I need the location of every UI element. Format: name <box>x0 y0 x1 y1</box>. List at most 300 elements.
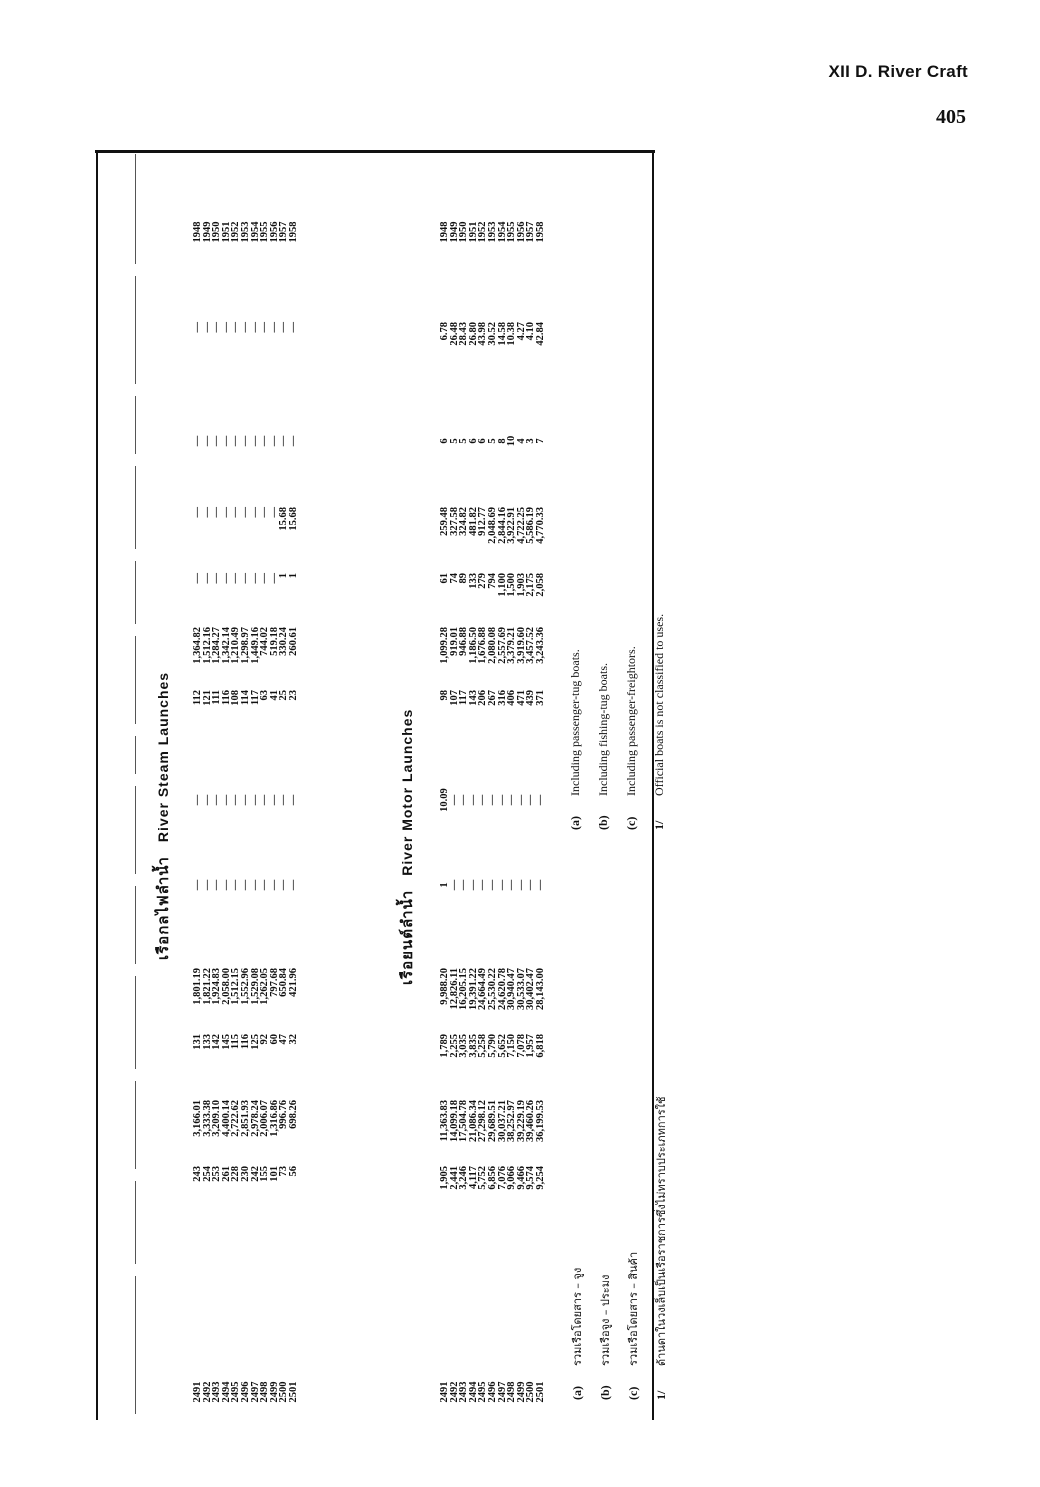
footnote-marker: 1/ <box>654 1390 668 1400</box>
table-cell: 2491 <box>439 1381 450 1403</box>
table-cell: 3,333.38 <box>201 1100 213 1137</box>
table-cell: — <box>259 322 271 333</box>
table-cell: 2500 <box>525 1381 537 1403</box>
table-cell: 371 <box>534 690 546 706</box>
table-cell: 21,086.34 <box>467 1100 479 1142</box>
table-cell: 1954 <box>496 221 508 243</box>
table-cell: 2,441 <box>448 1166 460 1190</box>
footnote-marker: (b) <box>596 815 610 830</box>
table-cell: 206 <box>477 690 489 706</box>
table-cell: 1 <box>287 573 299 579</box>
table-cell: 2,048.69 <box>486 507 498 544</box>
table-cell: — <box>278 794 290 806</box>
table-cell: 111 <box>211 690 223 705</box>
table-cell: 2,255 <box>448 1034 460 1058</box>
table-cell: 23 <box>287 690 299 701</box>
table-cell: 912.77 <box>477 507 489 536</box>
table-cell: 47 <box>278 1034 290 1045</box>
header-rule-6 <box>135 736 136 774</box>
table-cell: 1952 <box>230 221 242 243</box>
table-cell: 61 <box>439 573 450 584</box>
table-cell: 1 <box>439 882 450 888</box>
table-cell: 2,080.08 <box>486 627 498 664</box>
table-cell: — <box>506 794 518 806</box>
table-cell: 28,143.00 <box>534 968 546 1010</box>
table-cell: — <box>192 322 203 333</box>
table-cell: 1948 <box>439 221 450 243</box>
table-cell: 16,205.15 <box>458 968 470 1010</box>
table-cell: — <box>525 879 537 891</box>
table-cell: 1,512.15 <box>230 968 242 1005</box>
footnote-text: Including fishing-tug boats. <box>596 663 610 796</box>
table-cell: 260.61 <box>287 627 299 656</box>
motor-column-gy <box>440 214 546 250</box>
table-cell: — <box>278 435 290 447</box>
table-cell: 1,449.16 <box>249 627 261 664</box>
table-cell: 73 <box>278 1166 290 1177</box>
table-cell: 1,924.83 <box>211 968 223 1005</box>
table-cell: — <box>211 879 223 891</box>
table-cell: — <box>230 879 242 891</box>
table-cell: 1949 <box>201 221 213 243</box>
table-cell: 2492 <box>448 1381 460 1403</box>
table-cell: 254 <box>201 1166 213 1182</box>
table-cell: 4,117 <box>467 1166 479 1190</box>
steam-column-c11 <box>193 427 299 455</box>
table-cell: 1955 <box>259 221 271 243</box>
table-cell: 3,243.36 <box>534 627 546 664</box>
table-cell: 1951 <box>467 221 479 243</box>
motor-column-c11 <box>440 427 546 455</box>
table-cell: 1,552.96 <box>239 968 251 1005</box>
table-cell: 17,504.78 <box>458 1100 470 1142</box>
table-cell: 2495 <box>477 1381 489 1403</box>
table-cell: 1,210.49 <box>230 627 242 664</box>
table-cell: 946.88 <box>458 627 470 656</box>
table-cell: — <box>486 879 498 891</box>
table-cell: 38,252.97 <box>506 1100 518 1142</box>
header-rule-9 <box>135 466 136 549</box>
table-cell: 2,978.24 <box>249 1100 261 1137</box>
table-cell: 2,058 <box>534 573 546 597</box>
table-cell: — <box>259 573 271 584</box>
footnote-english <box>568 649 583 830</box>
table-cell: — <box>211 794 223 806</box>
header-rule-11 <box>135 276 136 384</box>
steam-column-by <box>193 1374 299 1410</box>
steam-column-c8 <box>193 627 299 685</box>
steam-column-c4 <box>193 968 299 1030</box>
header-rule-1 <box>135 1181 136 1264</box>
table-cell: 116 <box>220 690 232 706</box>
footnote-text: ด้านดาในวงเล็บเป็นเรือราชการซึ่งไม่ทราบประเภทการใช้ <box>655 1096 668 1366</box>
table-cell: 1956 <box>515 221 527 243</box>
table-cell: 9,254 <box>534 1166 546 1190</box>
table-cell: 439 <box>525 690 537 706</box>
motor-section-title <box>395 709 419 985</box>
table-cell: 2498 <box>506 1381 518 1403</box>
table-cell: 1,298.97 <box>239 627 251 664</box>
table-cell: 7,076 <box>496 1166 508 1190</box>
table-cell: 2496 <box>486 1381 498 1403</box>
table-cell: — <box>201 435 213 447</box>
table-cell: 5,752 <box>477 1166 489 1190</box>
table-cell: 63 <box>259 690 271 701</box>
motor-column-c7 <box>440 690 546 720</box>
table-cell: 108 <box>230 690 242 706</box>
table-cell: — <box>239 879 251 891</box>
table-cell: 42.84 <box>534 322 546 346</box>
table-cell: 1,100 <box>496 573 508 597</box>
table-cell: — <box>230 573 242 584</box>
table-cell: 330.24 <box>278 627 290 656</box>
table-cell: 10.38 <box>506 322 518 346</box>
motor-column-c6 <box>440 780 546 820</box>
table-cell: — <box>230 322 242 333</box>
table-cell: 133 <box>201 1034 213 1050</box>
table-cell: — <box>201 573 213 584</box>
table-cell: 421.96 <box>287 968 299 997</box>
table-cell: 30.52 <box>486 322 498 346</box>
table-cell: 1,500 <box>506 573 518 597</box>
footnote-marker: (a) <box>568 816 582 830</box>
table-cell: 1949 <box>448 221 460 243</box>
header-rule-4 <box>135 886 136 964</box>
table-cell: — <box>278 322 290 333</box>
table-cell: 2491 <box>192 1381 203 1403</box>
table-cell: 259.48 <box>439 507 450 536</box>
table-cell: 9,066 <box>506 1166 518 1190</box>
table-cell: — <box>249 794 261 806</box>
table-cell: 25 <box>278 690 290 701</box>
table-cell: — <box>278 879 290 891</box>
table-cell: 131 <box>192 1034 203 1050</box>
table-cell: — <box>192 794 203 806</box>
table-cell: — <box>477 879 489 891</box>
table-cell: 996.76 <box>278 1100 290 1129</box>
table-cell: 27,298.12 <box>477 1100 489 1142</box>
table-cell: 36,199.53 <box>534 1100 546 1142</box>
table-cell: 2494 <box>467 1381 479 1403</box>
table-cell: 1950 <box>458 221 470 243</box>
table-cell: 5,790 <box>486 1034 498 1058</box>
table-cell: 1958 <box>534 221 546 243</box>
table-cell: — <box>458 794 470 806</box>
table-cell: 650.84 <box>278 968 290 997</box>
table-cell: — <box>249 322 261 333</box>
table-cell: — <box>534 879 546 891</box>
table-cell: 243 <box>192 1166 203 1182</box>
table-cell: 117 <box>458 690 470 706</box>
table-cell: 9,988.20 <box>439 968 450 1005</box>
table-cell: 1951 <box>220 221 232 243</box>
table-cell: 1,342.14 <box>220 627 232 664</box>
table-cell: 324.82 <box>458 507 470 536</box>
table-cell: 117 <box>249 690 261 706</box>
table-cell: 5,586.19 <box>525 507 537 544</box>
table-cell: 1,957 <box>525 1034 537 1058</box>
table-cell: 9,466 <box>515 1166 527 1190</box>
table-cell: 60 <box>268 1034 280 1045</box>
table-cell: 698.26 <box>287 1100 299 1129</box>
table-cell: 3,379.21 <box>506 627 518 664</box>
steam-section-title <box>151 672 175 960</box>
table-cell: — <box>458 879 470 891</box>
table-cell: 2497 <box>496 1381 508 1403</box>
table-cell: 242 <box>249 1166 261 1182</box>
table-cell: 1953 <box>239 221 251 243</box>
table-cell: 24,664.49 <box>477 968 489 1010</box>
table-cell: 230 <box>239 1166 251 1182</box>
table-cell: 116 <box>239 1034 251 1050</box>
table-cell: 794 <box>486 573 498 589</box>
table-cell: 14.58 <box>496 322 508 346</box>
table-cell: 3,166.01 <box>192 1100 203 1137</box>
table-cell: 24,620.78 <box>496 968 508 1010</box>
footnote-marker: 1/ <box>652 820 666 830</box>
table-cell: 2492 <box>201 1381 213 1403</box>
table-cell: 56 <box>287 1166 299 1177</box>
table-cell: 2495 <box>230 1381 242 1403</box>
table-cell: 15.68 <box>278 507 290 531</box>
table-cell: 4,400.14 <box>220 1100 232 1137</box>
table-cell: 1953 <box>486 221 498 243</box>
table-cell: — <box>496 879 508 891</box>
table-cell: 406 <box>506 690 518 706</box>
table-cell: — <box>506 879 518 891</box>
header-rule-2 <box>135 1081 136 1169</box>
table-cell: 2,851.93 <box>239 1100 251 1137</box>
table-cell: — <box>268 794 280 806</box>
motor-column-c3 <box>440 1034 546 1070</box>
table-cell: 4.27 <box>515 322 527 341</box>
table-cell: — <box>220 879 232 891</box>
table-cell: 6 <box>477 438 489 444</box>
table-cell: 2,058.00 <box>220 968 232 1005</box>
table-cell: 89 <box>458 573 470 584</box>
table-cell: 15.68 <box>287 507 299 531</box>
table-cell: 3,035 <box>458 1034 470 1058</box>
table-cell: 2497 <box>249 1381 261 1403</box>
table-cell: — <box>230 435 242 447</box>
table-cell: 3,835 <box>467 1034 479 1058</box>
table-cell: 7,078 <box>515 1034 527 1058</box>
table-cell: 1,099.28 <box>439 627 450 664</box>
table-cell: 316 <box>496 690 508 706</box>
table-cell: 107 <box>448 690 460 706</box>
table-cell: 919.01 <box>448 627 460 656</box>
table-cell: 7 <box>534 438 546 444</box>
table-cell: 267 <box>486 690 498 706</box>
footnote-marker: (c) <box>624 816 638 830</box>
steam-column-c2 <box>193 1100 299 1162</box>
table-cell: — <box>201 879 213 891</box>
table-cell: — <box>192 507 203 518</box>
table-cell: 2494 <box>220 1381 232 1403</box>
table-cell: 2,557.69 <box>496 627 508 664</box>
table-cell: 5,652 <box>496 1034 508 1058</box>
footnote-marker: (c) <box>626 1386 640 1400</box>
table-cell: — <box>249 507 261 518</box>
table-cell: — <box>249 573 261 584</box>
table-cell: 114 <box>239 690 251 706</box>
table-cell: 6 <box>439 438 450 444</box>
footnote-english <box>652 614 667 830</box>
table-cell: — <box>220 435 232 447</box>
steam-title-english: River Steam Launches <box>155 671 171 843</box>
footnote-text: รวมเรือจูง – ประมง <box>599 1274 612 1366</box>
steam-column-c9 <box>193 573 299 605</box>
motor-title-english: River Motor Launches <box>399 708 415 876</box>
table-cell: 2500 <box>278 1381 290 1403</box>
header-rule-12 <box>135 154 136 264</box>
table-cell: — <box>268 435 280 447</box>
table-cell: — <box>268 507 280 518</box>
table-cell: 28.43 <box>458 322 470 346</box>
footnote-thai <box>652 1097 670 1401</box>
table-cell: 30,940.47 <box>506 968 518 1010</box>
motor-title-thai: เรือยนต์ลำน้ำ <box>398 889 416 985</box>
table-cell: 1 <box>278 573 290 579</box>
table-cell: 744.02 <box>259 627 271 656</box>
footnote-english <box>624 646 639 830</box>
header-rule-3 <box>135 976 136 1069</box>
footnote-text: รวมเรือโดยสาร – จูง <box>571 1267 584 1366</box>
table-cell: 2,844.16 <box>496 507 508 544</box>
table-cell: 1957 <box>278 221 290 243</box>
table-cell: — <box>211 322 223 333</box>
table-cell: 2498 <box>259 1381 271 1403</box>
table-cell: 2,175 <box>525 573 537 597</box>
table-cell: — <box>239 435 251 447</box>
table-cell: 133 <box>467 573 479 589</box>
table-cell: 1954 <box>249 221 261 243</box>
table-cell: 3,919.60 <box>515 627 527 664</box>
table-cell: 25,530.22 <box>486 968 498 1010</box>
table-cell: 101 <box>268 1166 280 1182</box>
table-cell: 2501 <box>287 1381 299 1403</box>
motor-column-c4 <box>440 968 546 1030</box>
table-cell: 481.82 <box>467 507 479 536</box>
footnote-marker: (b) <box>598 1385 612 1400</box>
motor-column-c1 <box>440 1166 546 1202</box>
table-cell: 1,676.88 <box>477 627 489 664</box>
motor-column-c12 <box>440 322 546 370</box>
table-cell: — <box>259 879 271 891</box>
table-cell: 2501 <box>534 1381 546 1403</box>
header-rule-10 <box>135 396 136 454</box>
table-cell: — <box>249 435 261 447</box>
table-cell: 98 <box>439 690 450 701</box>
statistics-table <box>95 150 668 1420</box>
table-rule-right <box>95 150 655 153</box>
page-number: 405 <box>936 106 966 128</box>
table-cell: — <box>239 322 251 333</box>
table-cell: — <box>287 794 299 806</box>
table-cell: — <box>230 507 242 518</box>
header-rule-8 <box>135 561 136 624</box>
table-cell: — <box>268 879 280 891</box>
motor-column-by <box>440 1374 546 1410</box>
header-rule-0 <box>135 1276 136 1414</box>
table-cell: 32 <box>287 1034 299 1045</box>
table-cell: 74 <box>448 573 460 584</box>
table-cell: 228 <box>230 1166 242 1182</box>
table-cell: 30,533.07 <box>515 968 527 1010</box>
table-cell: 519.18 <box>268 627 280 656</box>
table-cell: 125 <box>249 1034 261 1050</box>
table-cell: — <box>268 573 280 584</box>
table-cell: — <box>211 435 223 447</box>
table-cell: 1,905 <box>439 1166 450 1190</box>
table-cell: 6,856 <box>486 1166 498 1190</box>
table-cell: 1958 <box>287 221 299 243</box>
table-cell: 5 <box>486 438 498 444</box>
table-cell: — <box>192 879 203 891</box>
table-cell: 145 <box>220 1034 232 1050</box>
table-cell: 12,826.11 <box>448 968 460 1010</box>
table-cell: 1,512.16 <box>201 627 213 664</box>
steam-column-c3 <box>193 1034 299 1070</box>
table-cell: — <box>201 507 213 518</box>
table-cell: 1,789 <box>439 1034 450 1058</box>
table-cell: 1952 <box>477 221 489 243</box>
table-cell: — <box>477 794 489 806</box>
table-cell: 471 <box>515 690 527 706</box>
table-cell: — <box>211 573 223 584</box>
footnote-text: Official boats is not classified to uses. <box>652 613 666 796</box>
table-cell: 9,574 <box>525 1166 537 1190</box>
steam-column-c7 <box>193 690 299 720</box>
table-cell: 261 <box>220 1166 232 1182</box>
table-cell: 4,722.25 <box>515 507 527 544</box>
table-cell: 2,006.07 <box>259 1100 271 1137</box>
table-cell: 6.78 <box>439 322 450 341</box>
table-cell: — <box>515 879 527 891</box>
table-cell: 5 <box>448 438 460 444</box>
motor-column-c10 <box>440 507 546 565</box>
table-cell: 10.09 <box>439 788 450 812</box>
table-cell: 30,037.21 <box>496 1100 508 1142</box>
table-cell: 5,258 <box>477 1034 489 1058</box>
table-cell: 6 <box>467 438 479 444</box>
table-cell: 2499 <box>515 1381 527 1403</box>
table-cell: 41 <box>268 690 280 701</box>
table-cell: 3,209.10 <box>211 1100 223 1137</box>
steam-column-c12 <box>193 322 299 370</box>
steam-column-c6 <box>193 780 299 820</box>
footnote-text: Including passenger-freightors. <box>624 646 638 796</box>
table-cell: 112 <box>192 690 203 706</box>
motor-column-c5 <box>440 870 546 900</box>
table-cell: 92 <box>259 1034 271 1045</box>
table-cell: — <box>525 794 537 806</box>
table-cell: 1,316.86 <box>268 1100 280 1137</box>
table-cell: — <box>515 794 527 806</box>
footnote-thai <box>624 1252 642 1400</box>
table-cell: 6,818 <box>534 1034 546 1058</box>
table-cell: — <box>239 507 251 518</box>
table-cell: 7,150 <box>506 1034 518 1058</box>
steam-column-c1 <box>193 1166 299 1202</box>
table-cell: 8 <box>496 438 508 444</box>
table-cell: 3,457.52 <box>525 627 537 664</box>
steam-column-c5 <box>193 870 299 900</box>
table-cell: 1950 <box>211 221 223 243</box>
table-cell: — <box>192 573 203 584</box>
table-cell: — <box>287 322 299 333</box>
table-cell: 2493 <box>211 1381 223 1403</box>
